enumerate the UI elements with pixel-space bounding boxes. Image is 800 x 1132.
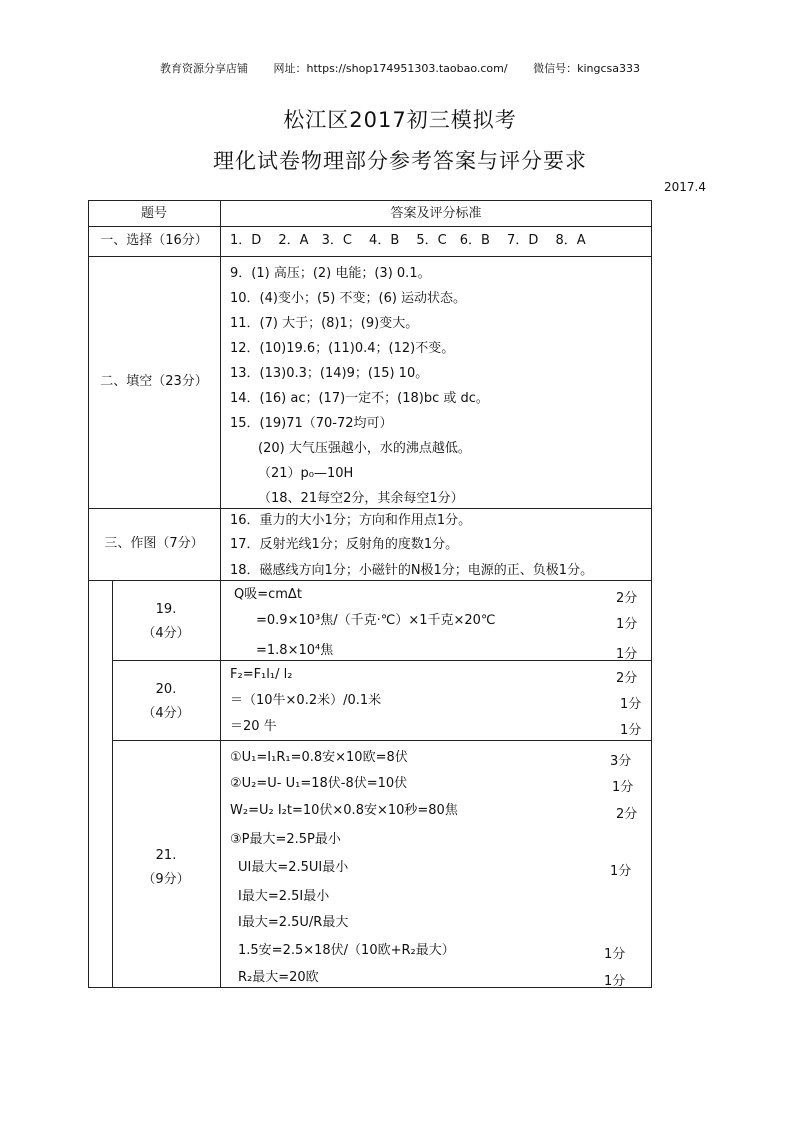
points: 1分 [612,780,634,795]
points: 1分 [620,697,642,712]
answer-line: （21）p₀—10H [258,466,354,481]
points: 1分 [604,947,626,962]
header-answer-criteria: 答案及评分标准 [390,206,482,221]
calc-line: R₂最大=20欧 [238,970,319,985]
row-divider [112,740,652,741]
section-choice-answers: 1．D 2．A 3．C 4．B 5．C 6．B 7．D 8．A [230,233,586,248]
wechat-id: 微信号：kingcsa333 [533,62,640,75]
page-header [0,60,800,76]
calc-line: ①U₁=I₁R₁=0.8安×10欧=8伏 [230,750,408,765]
calc-line: UI最大=2.5UI最小 [238,860,349,875]
row-divider [88,508,652,509]
points: 2分 [616,807,638,822]
answer-line: 18．磁感线方向1分；小磁针的N极1分；电源的正、负极1分。 [230,563,594,578]
question-20-number: 20. [155,682,177,697]
points: 1分 [604,974,626,989]
answer-line: 14．(16) ac；(17)一定不；(18)bc 或 dc。 [230,391,489,406]
shop-url[interactable]: 网址：https://shop174951303.taobao.com/ [273,62,508,75]
row-divider [88,256,652,257]
answer-line: 12．(10)19.6；(11)0.4；(12)不变。 [230,341,455,356]
answer-line: 10．(4)变小；(5) 不变；(6) 运动状态。 [230,291,467,306]
answer-line: 17．反射光线1分；反射角的度数1分。 [230,537,459,552]
points: 1分 [616,647,638,662]
document-date: 2017.4 [664,180,706,194]
question-20-score: （4分） [142,706,190,721]
points: 2分 [616,591,638,606]
section-fill-answers [230,262,645,506]
calc-line: Q吸=cmΔt [234,587,302,602]
header-question-number: 题号 [140,206,167,221]
calc-line: 1.5安=2.5×18伏/（10欧+R₂最大） [238,943,455,958]
answer-line: 13．(13)0.3；(14)9；(15) 10。 [230,366,429,381]
calc-line: I最大=2.5I最小 [238,889,330,904]
points: 1分 [610,864,632,879]
points: 3分 [610,754,632,769]
calc-line: =1.8×10⁴焦 [256,643,334,658]
calc-line: ＝20 牛 [230,719,277,734]
row-divider [88,580,652,581]
calc-line: =0.9×10³焦/（千克·℃）×1千克×20℃ [256,613,496,628]
column-divider [220,200,221,988]
points: 2分 [616,671,638,686]
section-choice-label: 一、选择（16分） [100,233,208,248]
calc-line: I最大=2.5U/R最大 [238,915,349,930]
points: 1分 [616,617,638,632]
question-19-score: （4分） [142,626,190,641]
row-divider [88,226,652,227]
calc-line: W₂=U₂ I₂t=10伏×0.8安×10秒=80焦 [230,803,458,818]
answer-line: 11．(7) 大于；(8)1；(9)变大。 [230,316,419,331]
document-title: 松江区2017初三模拟考 [283,108,517,132]
answer-line: 9．(1) 高压；(2) 电能；(3) 0.1。 [230,266,431,281]
question-21-number: 21. [155,848,177,863]
section-drawing-label: 三、作图（7分） [104,536,204,551]
shop-name: 教育资源分享店铺 [160,62,248,75]
row-divider [112,660,652,661]
calc-line: F₂=F₁l₁/ l₂ [230,667,293,682]
points: 1分 [620,723,642,738]
answer-line: 16．重力的大小1分；方向和作用点1分。 [230,513,472,528]
scoring-note: （18、21每空2分，其余每空1分） [258,491,464,506]
calc-line: ＝（10牛×0.2米）/0.1米 [230,693,382,708]
calc-line: ③P最大=2.5P最小 [230,832,341,847]
question-19-number: 19. [155,602,177,617]
section-fill-label: 二、填空（23分） [100,374,208,389]
answer-line: (20) 大气压强越小，水的沸点越低。 [258,441,471,456]
document-subtitle: 理化试卷物理部分参考答案与评分要求 [213,149,587,173]
answer-line: 15．(19)71（70-72均可） [230,416,393,431]
calc-line: ②U₂=U- U₁=18伏-8伏=10伏 [230,776,408,791]
question-21-score: （9分） [142,872,190,887]
